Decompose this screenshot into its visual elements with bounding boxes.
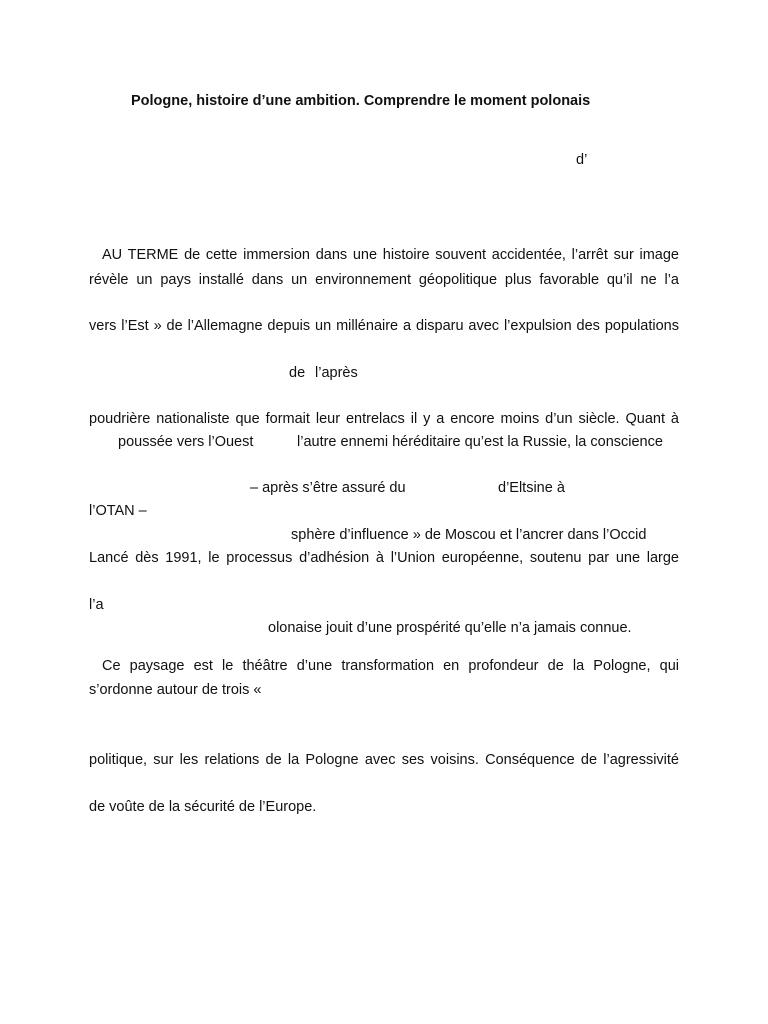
paragraph-fragment: l’OTAN – bbox=[89, 503, 147, 519]
paragraph-fragment: de voûte de la sécurité de l’Europe. bbox=[89, 799, 317, 815]
paragraph-line: politique, sur les relations de la Pologne avec ses voisins. Conséquence de l’agressivité bbox=[89, 752, 679, 768]
paragraph-fragment: l’après bbox=[315, 365, 358, 381]
paragraph-line: poudrière nationaliste que formait leur entrelacs il y a encore moins d’un siècle. Quant à bbox=[89, 411, 679, 427]
paragraph-line: révèle un pays installé dans un environnement géopolitique plus favorable qu’il ne l’a bbox=[89, 272, 679, 288]
paragraph-line: Ce paysage est le théâtre d’une transformation en profondeur de la Pologne, qui bbox=[102, 658, 679, 674]
document-title: Pologne, histoire d’une ambition. Comprendre le moment polonais bbox=[131, 93, 591, 109]
paragraph-fragment: de bbox=[289, 365, 306, 381]
author-fragment: d’ bbox=[576, 152, 588, 168]
paragraph-line: AU TERME de cette immersion dans une histoire souvent accidentée, l’arrêt sur image bbox=[102, 247, 679, 263]
paragraph-line: vers l’Est » de l’Allemagne depuis un millénaire a disparu avec l’expulsion des populations bbox=[89, 318, 679, 334]
paragraph-line: Lancé dès 1991, le processus d’adhésion à l’Union européenne, soutenu par une large bbox=[89, 550, 679, 566]
paragraph-fragment: d’Eltsine à bbox=[498, 480, 565, 496]
paragraph-fragment: poussée vers l’Ouest bbox=[118, 434, 254, 450]
paragraph-fragment: olonaise jouit d’une prospérité qu’elle n’a jamais connue. bbox=[268, 620, 632, 636]
paragraph-fragment: l’autre ennemi héréditaire qu’est la Russie, la conscience bbox=[297, 434, 663, 450]
paragraph-fragment: s’ordonne autour de trois « bbox=[89, 682, 262, 698]
paragraph-fragment: sphère d’influence » de Moscou et l’ancrer dans l’Occid bbox=[291, 527, 647, 543]
paragraph-fragment: – après s’être assuré du bbox=[250, 480, 406, 496]
paragraph-fragment: l’a bbox=[89, 597, 104, 613]
